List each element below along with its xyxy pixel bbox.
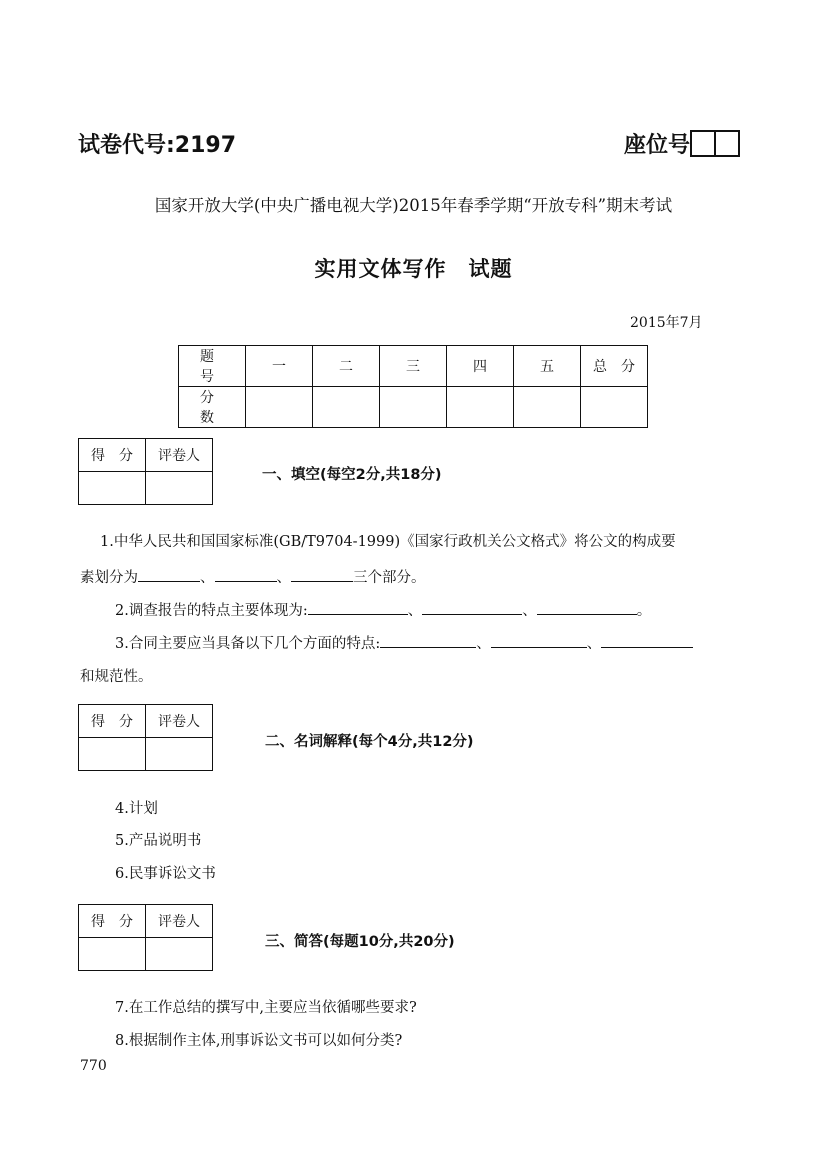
score-input-cell xyxy=(447,387,514,428)
section-heading: 一、填空(每空2分,共18分) xyxy=(262,467,442,483)
seat-box xyxy=(690,130,716,157)
grader-score-label: 得 分 xyxy=(79,905,146,938)
grader-reviewer-label: 评卷人 xyxy=(146,905,213,938)
answer-blank xyxy=(601,633,693,648)
separator: 、 xyxy=(407,603,423,619)
section-heading: 三、简答(每题10分,共20分) xyxy=(265,934,455,950)
question-text: 素划分为 xyxy=(80,570,138,586)
exam-date: 2015年7月 xyxy=(630,315,703,331)
grader-empty-cell xyxy=(146,938,213,971)
answer-blank xyxy=(215,567,277,582)
question-1-line1: 1.中华人民共和国国家标准(GB/T9704-1999)《国家行政机关公文格式》将公文的构成要 xyxy=(100,534,676,550)
exam-title: 实用文体写作 试题 xyxy=(314,257,513,281)
score-table-header-row xyxy=(179,346,648,387)
answer-blank xyxy=(491,633,587,648)
separator: 。 xyxy=(636,603,652,619)
separator: 、 xyxy=(522,603,537,619)
score-cell: 总 分 xyxy=(581,346,648,387)
score-cell: 分 数 xyxy=(179,387,246,428)
seat-box xyxy=(716,130,740,157)
separator: 、 xyxy=(276,570,291,586)
score-cell: 二 xyxy=(313,346,380,387)
score-input-cell xyxy=(313,387,380,428)
question-6: 6.民事诉讼文书 xyxy=(115,866,216,882)
question-2 xyxy=(115,599,651,620)
question-5: 5.产品说明书 xyxy=(115,833,202,849)
score-cell: 一 xyxy=(246,346,313,387)
question-3-line2: 和规范性。 xyxy=(80,669,153,685)
grader-empty-cell xyxy=(79,938,146,971)
question-text: 3.合同主要应当具备以下几个方面的特点: xyxy=(115,636,381,652)
exam-code: 试卷代号:2197 xyxy=(78,133,237,158)
score-cell: 四 xyxy=(447,346,514,387)
section-heading: 二、名词解释(每个4分,共12分) xyxy=(265,734,474,750)
question-1-line2 xyxy=(80,566,426,587)
answer-blank xyxy=(537,600,637,615)
grader-empty-cell xyxy=(79,738,146,771)
question-8: 8.根据制作主体,刑事诉讼文书可以如何分类? xyxy=(115,1033,403,1049)
score-table-value-row xyxy=(179,387,648,428)
separator: 、 xyxy=(586,636,602,652)
score-input-cell xyxy=(514,387,581,428)
score-input-cell xyxy=(581,387,648,428)
grader-empty-cell xyxy=(146,738,213,771)
question-7: 7.在工作总结的撰写中,主要应当依循哪些要求? xyxy=(115,1000,417,1016)
score-input-cell xyxy=(246,387,313,428)
score-cell: 五 xyxy=(514,346,581,387)
question-3 xyxy=(115,632,693,653)
grader-empty-cell xyxy=(79,472,146,505)
grader-box xyxy=(78,704,213,771)
exam-subtitle: 国家开放大学(中央广播电视大学)2015年春季学期“开放专科”期末考试 xyxy=(154,196,673,215)
score-input-cell xyxy=(380,387,447,428)
grader-reviewer-label: 评卷人 xyxy=(146,705,213,738)
question-4: 4.计划 xyxy=(115,801,158,817)
separator: 、 xyxy=(200,570,215,586)
answer-blank xyxy=(380,633,476,648)
page-number: 770 xyxy=(80,1058,107,1074)
answer-blank xyxy=(138,567,200,582)
question-text: 2.调查报告的特点主要体现为: xyxy=(115,603,308,619)
separator: 、 xyxy=(476,636,491,652)
score-table xyxy=(178,345,648,428)
score-cell: 题 号 xyxy=(179,346,246,387)
seat-label: 座位号 xyxy=(624,133,691,158)
answer-blank xyxy=(308,600,408,615)
seat-number xyxy=(624,128,740,159)
grader-score-label: 得 分 xyxy=(79,705,146,738)
grader-box xyxy=(78,904,213,971)
answer-blank xyxy=(422,600,522,615)
question-text: 三个部分。 xyxy=(353,570,426,586)
answer-blank xyxy=(291,567,353,582)
grader-empty-cell xyxy=(146,472,213,505)
grader-box xyxy=(78,438,213,505)
grader-score-label: 得 分 xyxy=(79,439,146,472)
score-cell: 三 xyxy=(380,346,447,387)
grader-reviewer-label: 评卷人 xyxy=(146,439,213,472)
